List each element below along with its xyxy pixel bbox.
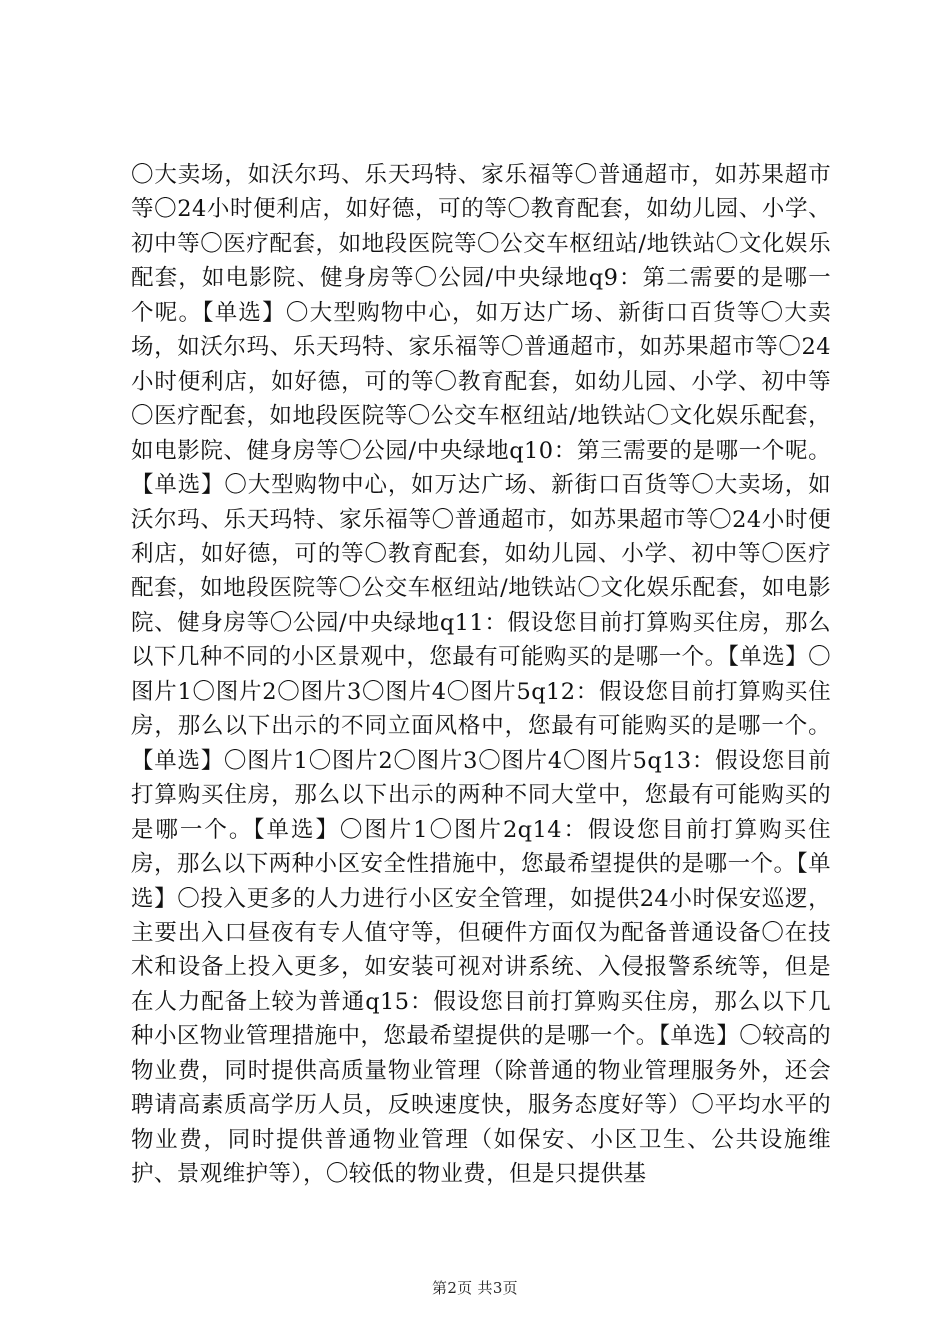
- page-number-footer: 第2页 共3页: [432, 1279, 518, 1297]
- questionnaire-body-text: 〇大卖场，如沃尔玛、乐天玛特、家乐福等〇普通超市，如苏果超市等〇24小时便利店，如好德，可的等〇教育配套，如幼儿园、小学、初中等〇医疗配套，如地段医院等〇公交车枢纽站/地铁站〇文化娱乐配套，如电影院、健身房等〇公园/中央绿地q9：第二需要的是哪一个呢。【单选】〇大型购物中心，如万达广场、新街口百货等〇大卖场，如沃尔玛、乐天玛特、家乐福等〇普通超市，如苏果超市等〇24小时便利店，如好德，可的等〇教育配套，如幼儿园、小学、初中等〇医疗配套，如地段医院等〇公交车枢纽站/地铁站〇文化娱乐配套，如电影院、健身房等〇公园/中央绿地q10：第三需要的是哪一个呢。【单选】〇大型购物中心，如万达广场、新街口百货等〇大卖场，如沃尔玛、乐天玛特、家乐福等〇普通超市，如苏果超市等〇24小时便利店，如好德，可的等〇教育配套，如幼儿园、小学、初中等〇医疗配套，如地段医院等〇公交车枢纽站/地铁站〇文化娱乐配套，如电影院、健身房等〇公园/中央绿地q11：假设您目前打算购买住房，那么以下几种不同的小区景观中，您最有可能购买的是哪一个。【单选】〇图片1〇图片2〇图片3〇图片4〇图片5q12：假设您目前打算购买住房，那么以下出示的不同立面风格中，您最有可能购买的是哪一个。【单选】〇图片1〇图片2〇图片3〇图片4〇图片5q13：假设您目前打算购买住房，那么以下出示的两种不同大堂中，您最有可能购买的是哪一个。【单选】〇图片1〇图片2q14：假设您目前打算购买住房，那么以下两种小区安全性措施中，您最希望提供的是哪一个。【单选】〇投入更多的人力进行小区安全管理，如提供24小时保安巡逻，主要出入口昼夜有专人值守等，但硬件方面仅为配备普通设备〇在技术和设备上投入更多，如安装可视对讲系统、入侵报警系统等，但是在人力配备上较为普通q15：假设您目前打算购买住房，那么以下几种小区物业管理措施中，您最希望提供的是哪一个。【单选】〇较高的物业费，同时提供高质量物业管理（除普通的物业管理服务外，还会聘请高素质高学历人员，反映速度快，服务态度好等）〇平均水平的物业费，同时提供普通物业管理（如保安、小区卫生、公共设施维护、景观维护等），〇较低的物业费，但是只提供基: [131, 162, 831, 1188]
